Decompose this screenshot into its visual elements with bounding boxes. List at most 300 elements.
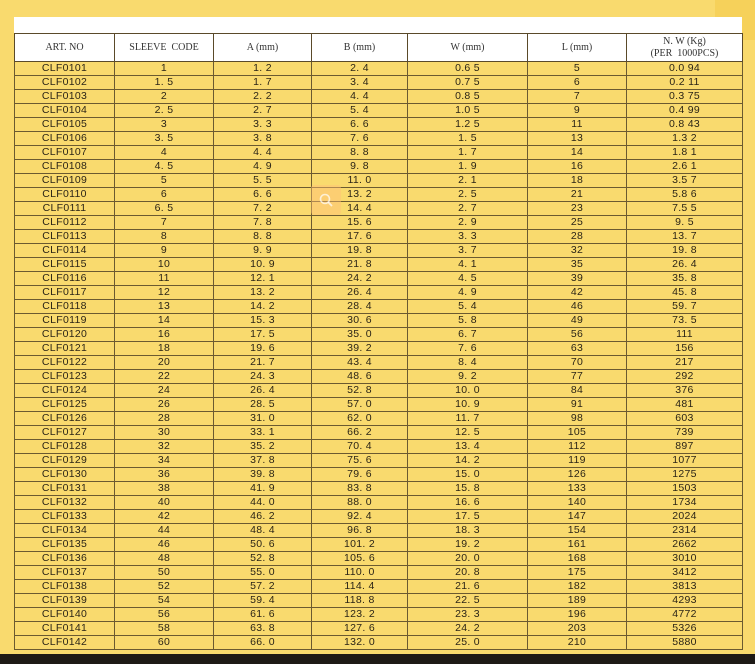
- cell-sleeve-code: 16: [115, 328, 214, 342]
- cell-sleeve-code: 11: [115, 272, 214, 286]
- cell-a-mm: 2. 7: [214, 104, 312, 118]
- cell-w-mm: 2. 7: [408, 202, 528, 216]
- cell-nw-kg: 0.3 75: [627, 90, 743, 104]
- cell-art-no: CLF0134: [15, 524, 115, 538]
- cell-l-mm: 16: [528, 160, 627, 174]
- cell-l-mm: 77: [528, 370, 627, 384]
- cell-nw-kg: 2024: [627, 510, 743, 524]
- cell-nw-kg: 4772: [627, 608, 743, 622]
- cell-a-mm: 55. 0: [214, 566, 312, 580]
- zoom-search-icon[interactable]: [311, 185, 341, 215]
- cell-art-no: CLF0105: [15, 118, 115, 132]
- cell-w-mm: 2. 5: [408, 188, 528, 202]
- table-row: [15, 608, 743, 622]
- cell-w-mm: 10. 9: [408, 398, 528, 412]
- cell-w-mm: 1. 5: [408, 132, 528, 146]
- cell-l-mm: 154: [528, 524, 627, 538]
- cell-b-mm: 43. 4: [312, 356, 408, 370]
- cell-b-mm: 5. 4: [312, 104, 408, 118]
- cell-art-no: CLF0130: [15, 468, 115, 482]
- cell-sleeve-code: 34: [115, 454, 214, 468]
- cell-sleeve-code: 10: [115, 258, 214, 272]
- cell-nw-kg: 603: [627, 412, 743, 426]
- cell-sleeve-code: 60: [115, 636, 214, 650]
- cell-nw-kg: 376: [627, 384, 743, 398]
- table-row: [15, 412, 743, 426]
- cell-l-mm: 147: [528, 510, 627, 524]
- cell-l-mm: 21: [528, 188, 627, 202]
- table-row: [15, 342, 743, 356]
- cell-sleeve-code: 5: [115, 174, 214, 188]
- cell-nw-kg: 0.8 43: [627, 118, 743, 132]
- cell-art-no: CLF0131: [15, 482, 115, 496]
- header-art-no: ART. NO: [15, 34, 115, 62]
- cell-art-no: CLF0108: [15, 160, 115, 174]
- cell-sleeve-code: 20: [115, 356, 214, 370]
- table-row: [15, 622, 743, 636]
- cell-sleeve-code: 44: [115, 524, 214, 538]
- table-row: [15, 524, 743, 538]
- cell-a-mm: 66. 0: [214, 636, 312, 650]
- cell-w-mm: 9. 2: [408, 370, 528, 384]
- cell-b-mm: 21. 8: [312, 258, 408, 272]
- cell-sleeve-code: 28: [115, 412, 214, 426]
- cell-l-mm: 6: [528, 76, 627, 90]
- cell-w-mm: 25. 0: [408, 636, 528, 650]
- cell-art-no: CLF0113: [15, 230, 115, 244]
- cell-b-mm: 9. 8: [312, 160, 408, 174]
- cell-sleeve-code: 52: [115, 580, 214, 594]
- cell-l-mm: 161: [528, 538, 627, 552]
- cell-art-no: CLF0104: [15, 104, 115, 118]
- table-row: [15, 496, 743, 510]
- cell-w-mm: 3. 7: [408, 244, 528, 258]
- cell-l-mm: 112: [528, 440, 627, 454]
- table-row: [15, 202, 743, 216]
- cell-a-mm: 5. 5: [214, 174, 312, 188]
- cell-b-mm: 70. 4: [312, 440, 408, 454]
- cell-l-mm: 126: [528, 468, 627, 482]
- cell-art-no: CLF0102: [15, 76, 115, 90]
- header-w: W (mm): [408, 34, 528, 62]
- header-sleeve-code: SLEEVE CODE: [115, 34, 214, 62]
- cell-art-no: CLF0110: [15, 188, 115, 202]
- cell-l-mm: 119: [528, 454, 627, 468]
- cell-a-mm: 21. 7: [214, 356, 312, 370]
- cell-b-mm: 132. 0: [312, 636, 408, 650]
- table-row: [15, 146, 743, 160]
- cell-art-no: CLF0138: [15, 580, 115, 594]
- cell-art-no: CLF0117: [15, 286, 115, 300]
- cell-b-mm: 62. 0: [312, 412, 408, 426]
- cell-b-mm: 6. 6: [312, 118, 408, 132]
- cell-nw-kg: 217: [627, 356, 743, 370]
- cell-l-mm: 175: [528, 566, 627, 580]
- cell-nw-kg: 3813: [627, 580, 743, 594]
- cell-sleeve-code: 1. 5: [115, 76, 214, 90]
- table-row: [15, 440, 743, 454]
- table-row: [15, 468, 743, 482]
- cell-art-no: CLF0121: [15, 342, 115, 356]
- cell-a-mm: 39. 8: [214, 468, 312, 482]
- cell-sleeve-code: 14: [115, 314, 214, 328]
- cell-sleeve-code: 18: [115, 342, 214, 356]
- table-row: [15, 216, 743, 230]
- cell-b-mm: 88. 0: [312, 496, 408, 510]
- table-row: [15, 636, 743, 650]
- cell-a-mm: 3. 3: [214, 118, 312, 132]
- cell-nw-kg: 5.8 6: [627, 188, 743, 202]
- table-row: [15, 230, 743, 244]
- cell-sleeve-code: 3. 5: [115, 132, 214, 146]
- spec-sheet: [14, 17, 742, 650]
- cell-w-mm: 2. 9: [408, 216, 528, 230]
- cell-sleeve-code: 26: [115, 398, 214, 412]
- bottom-bar: [0, 654, 755, 664]
- cell-art-no: CLF0140: [15, 608, 115, 622]
- cell-nw-kg: 1503: [627, 482, 743, 496]
- cell-nw-kg: 1275: [627, 468, 743, 482]
- cell-b-mm: 96. 8: [312, 524, 408, 538]
- table-row: [15, 538, 743, 552]
- cell-nw-kg: 73. 5: [627, 314, 743, 328]
- cell-nw-kg: 5880: [627, 636, 743, 650]
- cell-b-mm: 127. 6: [312, 622, 408, 636]
- cell-w-mm: 4. 1: [408, 258, 528, 272]
- cell-sleeve-code: 2: [115, 90, 214, 104]
- cell-w-mm: 7. 6: [408, 342, 528, 356]
- cell-l-mm: 133: [528, 482, 627, 496]
- cell-w-mm: 19. 2: [408, 538, 528, 552]
- table-row: [15, 398, 743, 412]
- cell-l-mm: 42: [528, 286, 627, 300]
- cell-w-mm: 14. 2: [408, 454, 528, 468]
- cell-b-mm: 48. 6: [312, 370, 408, 384]
- cell-a-mm: 15. 3: [214, 314, 312, 328]
- cell-b-mm: 11. 0: [312, 174, 408, 188]
- cell-nw-kg: 0.4 99: [627, 104, 743, 118]
- header-nw-line1: N. W (Kg): [663, 35, 706, 47]
- cell-w-mm: 1.0 5: [408, 104, 528, 118]
- cell-w-mm: 22. 5: [408, 594, 528, 608]
- table-row: [15, 76, 743, 90]
- table-row: [15, 552, 743, 566]
- cell-nw-kg: 156: [627, 342, 743, 356]
- cell-w-mm: 21. 6: [408, 580, 528, 594]
- cell-nw-kg: 1734: [627, 496, 743, 510]
- table-row: [15, 90, 743, 104]
- cell-w-mm: 4. 9: [408, 286, 528, 300]
- cell-a-mm: 41. 9: [214, 482, 312, 496]
- cell-b-mm: 3. 4: [312, 76, 408, 90]
- cell-art-no: CLF0128: [15, 440, 115, 454]
- cell-l-mm: 63: [528, 342, 627, 356]
- cell-nw-kg: 3010: [627, 552, 743, 566]
- cell-a-mm: 35. 2: [214, 440, 312, 454]
- cell-art-no: CLF0133: [15, 510, 115, 524]
- cell-b-mm: 92. 4: [312, 510, 408, 524]
- cell-sleeve-code: 2. 5: [115, 104, 214, 118]
- cell-sleeve-code: 6: [115, 188, 214, 202]
- table-row: [15, 384, 743, 398]
- header-l: L (mm): [528, 34, 627, 62]
- cell-w-mm: 3. 3: [408, 230, 528, 244]
- cell-art-no: CLF0125: [15, 398, 115, 412]
- title-strip: [14, 17, 742, 33]
- cell-sleeve-code: 1: [115, 62, 214, 76]
- cell-w-mm: 10. 0: [408, 384, 528, 398]
- cell-l-mm: 98: [528, 412, 627, 426]
- cell-b-mm: 14. 4: [312, 202, 408, 216]
- cell-a-mm: 8. 8: [214, 230, 312, 244]
- cell-w-mm: 2. 1: [408, 174, 528, 188]
- cell-art-no: CLF0123: [15, 370, 115, 384]
- cell-a-mm: 10. 9: [214, 258, 312, 272]
- cell-b-mm: 2. 4: [312, 62, 408, 76]
- header-a: A (mm): [214, 34, 312, 62]
- cell-b-mm: 66. 2: [312, 426, 408, 440]
- cell-w-mm: 5. 8: [408, 314, 528, 328]
- spec-table: [14, 33, 743, 650]
- cell-a-mm: 1. 2: [214, 62, 312, 76]
- cell-art-no: CLF0124: [15, 384, 115, 398]
- cell-a-mm: 17. 5: [214, 328, 312, 342]
- cell-nw-kg: 5326: [627, 622, 743, 636]
- cell-a-mm: 26. 4: [214, 384, 312, 398]
- cell-b-mm: 101. 2: [312, 538, 408, 552]
- cell-b-mm: 105. 6: [312, 552, 408, 566]
- cell-w-mm: 0.8 5: [408, 90, 528, 104]
- cell-art-no: CLF0135: [15, 538, 115, 552]
- cell-art-no: CLF0136: [15, 552, 115, 566]
- cell-nw-kg: 1.8 1: [627, 146, 743, 160]
- cell-l-mm: 23: [528, 202, 627, 216]
- cell-w-mm: 5. 4: [408, 300, 528, 314]
- cell-b-mm: 4. 4: [312, 90, 408, 104]
- cell-l-mm: 7: [528, 90, 627, 104]
- table-body: [15, 62, 743, 650]
- cell-sleeve-code: 40: [115, 496, 214, 510]
- cell-w-mm: 1.2 5: [408, 118, 528, 132]
- cell-b-mm: 118. 8: [312, 594, 408, 608]
- table-row: [15, 272, 743, 286]
- cell-a-mm: 28. 5: [214, 398, 312, 412]
- cell-a-mm: 31. 0: [214, 412, 312, 426]
- cell-w-mm: 1. 7: [408, 146, 528, 160]
- cell-l-mm: 196: [528, 608, 627, 622]
- cell-l-mm: 28: [528, 230, 627, 244]
- cell-a-mm: 44. 0: [214, 496, 312, 510]
- cell-l-mm: 84: [528, 384, 627, 398]
- cell-nw-kg: 3412: [627, 566, 743, 580]
- cell-sleeve-code: 8: [115, 230, 214, 244]
- cell-a-mm: 13. 2: [214, 286, 312, 300]
- cell-a-mm: 4. 9: [214, 160, 312, 174]
- cell-w-mm: 13. 4: [408, 440, 528, 454]
- cell-a-mm: 33. 1: [214, 426, 312, 440]
- cell-a-mm: 59. 4: [214, 594, 312, 608]
- cell-w-mm: 15. 8: [408, 482, 528, 496]
- cell-nw-kg: 3.5 7: [627, 174, 743, 188]
- table-row: [15, 174, 743, 188]
- cell-b-mm: 19. 8: [312, 244, 408, 258]
- cell-nw-kg: 19. 8: [627, 244, 743, 258]
- cell-art-no: CLF0127: [15, 426, 115, 440]
- cell-b-mm: 30. 6: [312, 314, 408, 328]
- cell-b-mm: 57. 0: [312, 398, 408, 412]
- cell-nw-kg: 292: [627, 370, 743, 384]
- cell-sleeve-code: 46: [115, 538, 214, 552]
- cell-w-mm: 16. 6: [408, 496, 528, 510]
- cell-sleeve-code: 30: [115, 426, 214, 440]
- table-row: [15, 244, 743, 258]
- cell-l-mm: 168: [528, 552, 627, 566]
- cell-art-no: CLF0122: [15, 356, 115, 370]
- cell-w-mm: 23. 3: [408, 608, 528, 622]
- cell-a-mm: 3. 8: [214, 132, 312, 146]
- table-row: [15, 566, 743, 580]
- cell-w-mm: 0.6 5: [408, 62, 528, 76]
- cell-b-mm: 17. 6: [312, 230, 408, 244]
- cell-b-mm: 123. 2: [312, 608, 408, 622]
- cell-sleeve-code: 7: [115, 216, 214, 230]
- cell-l-mm: 189: [528, 594, 627, 608]
- cell-l-mm: 35: [528, 258, 627, 272]
- cell-b-mm: 52. 8: [312, 384, 408, 398]
- cell-sleeve-code: 24: [115, 384, 214, 398]
- cell-sleeve-code: 58: [115, 622, 214, 636]
- cell-nw-kg: 0.0 94: [627, 62, 743, 76]
- cell-w-mm: 4. 5: [408, 272, 528, 286]
- table-row: [15, 132, 743, 146]
- cell-b-mm: 75. 6: [312, 454, 408, 468]
- cell-l-mm: 18: [528, 174, 627, 188]
- cell-nw-kg: 1.3 2: [627, 132, 743, 146]
- cell-a-mm: 14. 2: [214, 300, 312, 314]
- cell-a-mm: 6. 6: [214, 188, 312, 202]
- cell-nw-kg: 59. 7: [627, 300, 743, 314]
- cell-art-no: CLF0115: [15, 258, 115, 272]
- cell-art-no: CLF0126: [15, 412, 115, 426]
- cell-nw-kg: 7.5 5: [627, 202, 743, 216]
- cell-art-no: CLF0109: [15, 174, 115, 188]
- cell-b-mm: 79. 6: [312, 468, 408, 482]
- cell-nw-kg: 111: [627, 328, 743, 342]
- cell-l-mm: 11: [528, 118, 627, 132]
- table-row: [15, 580, 743, 594]
- cell-a-mm: 19. 6: [214, 342, 312, 356]
- cell-b-mm: 13. 2: [312, 188, 408, 202]
- cell-l-mm: 105: [528, 426, 627, 440]
- cell-w-mm: 24. 2: [408, 622, 528, 636]
- cell-b-mm: 110. 0: [312, 566, 408, 580]
- cell-l-mm: 5: [528, 62, 627, 76]
- cell-l-mm: 182: [528, 580, 627, 594]
- cell-art-no: CLF0142: [15, 636, 115, 650]
- table-row: [15, 370, 743, 384]
- cell-nw-kg: 4293: [627, 594, 743, 608]
- cell-a-mm: 9. 9: [214, 244, 312, 258]
- cell-nw-kg: 897: [627, 440, 743, 454]
- header-row: [15, 34, 743, 62]
- cell-a-mm: 12. 1: [214, 272, 312, 286]
- cell-l-mm: 13: [528, 132, 627, 146]
- cell-a-mm: 4. 4: [214, 146, 312, 160]
- cell-l-mm: 210: [528, 636, 627, 650]
- cell-sleeve-code: 22: [115, 370, 214, 384]
- cell-l-mm: 46: [528, 300, 627, 314]
- table-row: [15, 258, 743, 272]
- table-row: [15, 594, 743, 608]
- cell-sleeve-code: 36: [115, 468, 214, 482]
- table-row: [15, 160, 743, 174]
- cell-a-mm: 61. 6: [214, 608, 312, 622]
- cell-l-mm: 70: [528, 356, 627, 370]
- cell-nw-kg: 739: [627, 426, 743, 440]
- cell-l-mm: 39: [528, 272, 627, 286]
- cell-art-no: CLF0107: [15, 146, 115, 160]
- cell-l-mm: 56: [528, 328, 627, 342]
- cell-sleeve-code: 38: [115, 482, 214, 496]
- cell-nw-kg: 2662: [627, 538, 743, 552]
- cell-b-mm: 26. 4: [312, 286, 408, 300]
- cell-l-mm: 91: [528, 398, 627, 412]
- cell-nw-kg: 481: [627, 398, 743, 412]
- table-row: [15, 300, 743, 314]
- cell-nw-kg: 35. 8: [627, 272, 743, 286]
- table-row: [15, 188, 743, 202]
- cell-sleeve-code: 54: [115, 594, 214, 608]
- table-row: [15, 118, 743, 132]
- cell-sleeve-code: 3: [115, 118, 214, 132]
- cell-a-mm: 7. 8: [214, 216, 312, 230]
- cell-art-no: CLF0119: [15, 314, 115, 328]
- header-nw: [627, 34, 743, 62]
- table-row: [15, 328, 743, 342]
- cell-sleeve-code: 32: [115, 440, 214, 454]
- table-row: [15, 286, 743, 300]
- cell-w-mm: 0.7 5: [408, 76, 528, 90]
- cell-l-mm: 32: [528, 244, 627, 258]
- cell-art-no: CLF0103: [15, 90, 115, 104]
- cell-w-mm: 20. 0: [408, 552, 528, 566]
- cell-l-mm: 25: [528, 216, 627, 230]
- cell-w-mm: 17. 5: [408, 510, 528, 524]
- table-row: [15, 62, 743, 76]
- cell-w-mm: 12. 5: [408, 426, 528, 440]
- cell-l-mm: 203: [528, 622, 627, 636]
- cell-b-mm: 114. 4: [312, 580, 408, 594]
- cell-a-mm: 24. 3: [214, 370, 312, 384]
- magnifier-icon: [318, 192, 334, 208]
- header-b: B (mm): [312, 34, 408, 62]
- cell-b-mm: 7. 6: [312, 132, 408, 146]
- table-row: [15, 104, 743, 118]
- cell-nw-kg: 0.2 11: [627, 76, 743, 90]
- header-nw-line2: (PER 1000PCS): [650, 47, 719, 59]
- cell-nw-kg: 1077: [627, 454, 743, 468]
- cell-sleeve-code: 9: [115, 244, 214, 258]
- cell-a-mm: 1. 7: [214, 76, 312, 90]
- cell-art-no: CLF0137: [15, 566, 115, 580]
- cell-art-no: CLF0139: [15, 594, 115, 608]
- cell-b-mm: 15. 6: [312, 216, 408, 230]
- cell-a-mm: 52. 8: [214, 552, 312, 566]
- cell-nw-kg: 2.6 1: [627, 160, 743, 174]
- table-row: [15, 454, 743, 468]
- cell-nw-kg: 13. 7: [627, 230, 743, 244]
- cell-b-mm: 24. 2: [312, 272, 408, 286]
